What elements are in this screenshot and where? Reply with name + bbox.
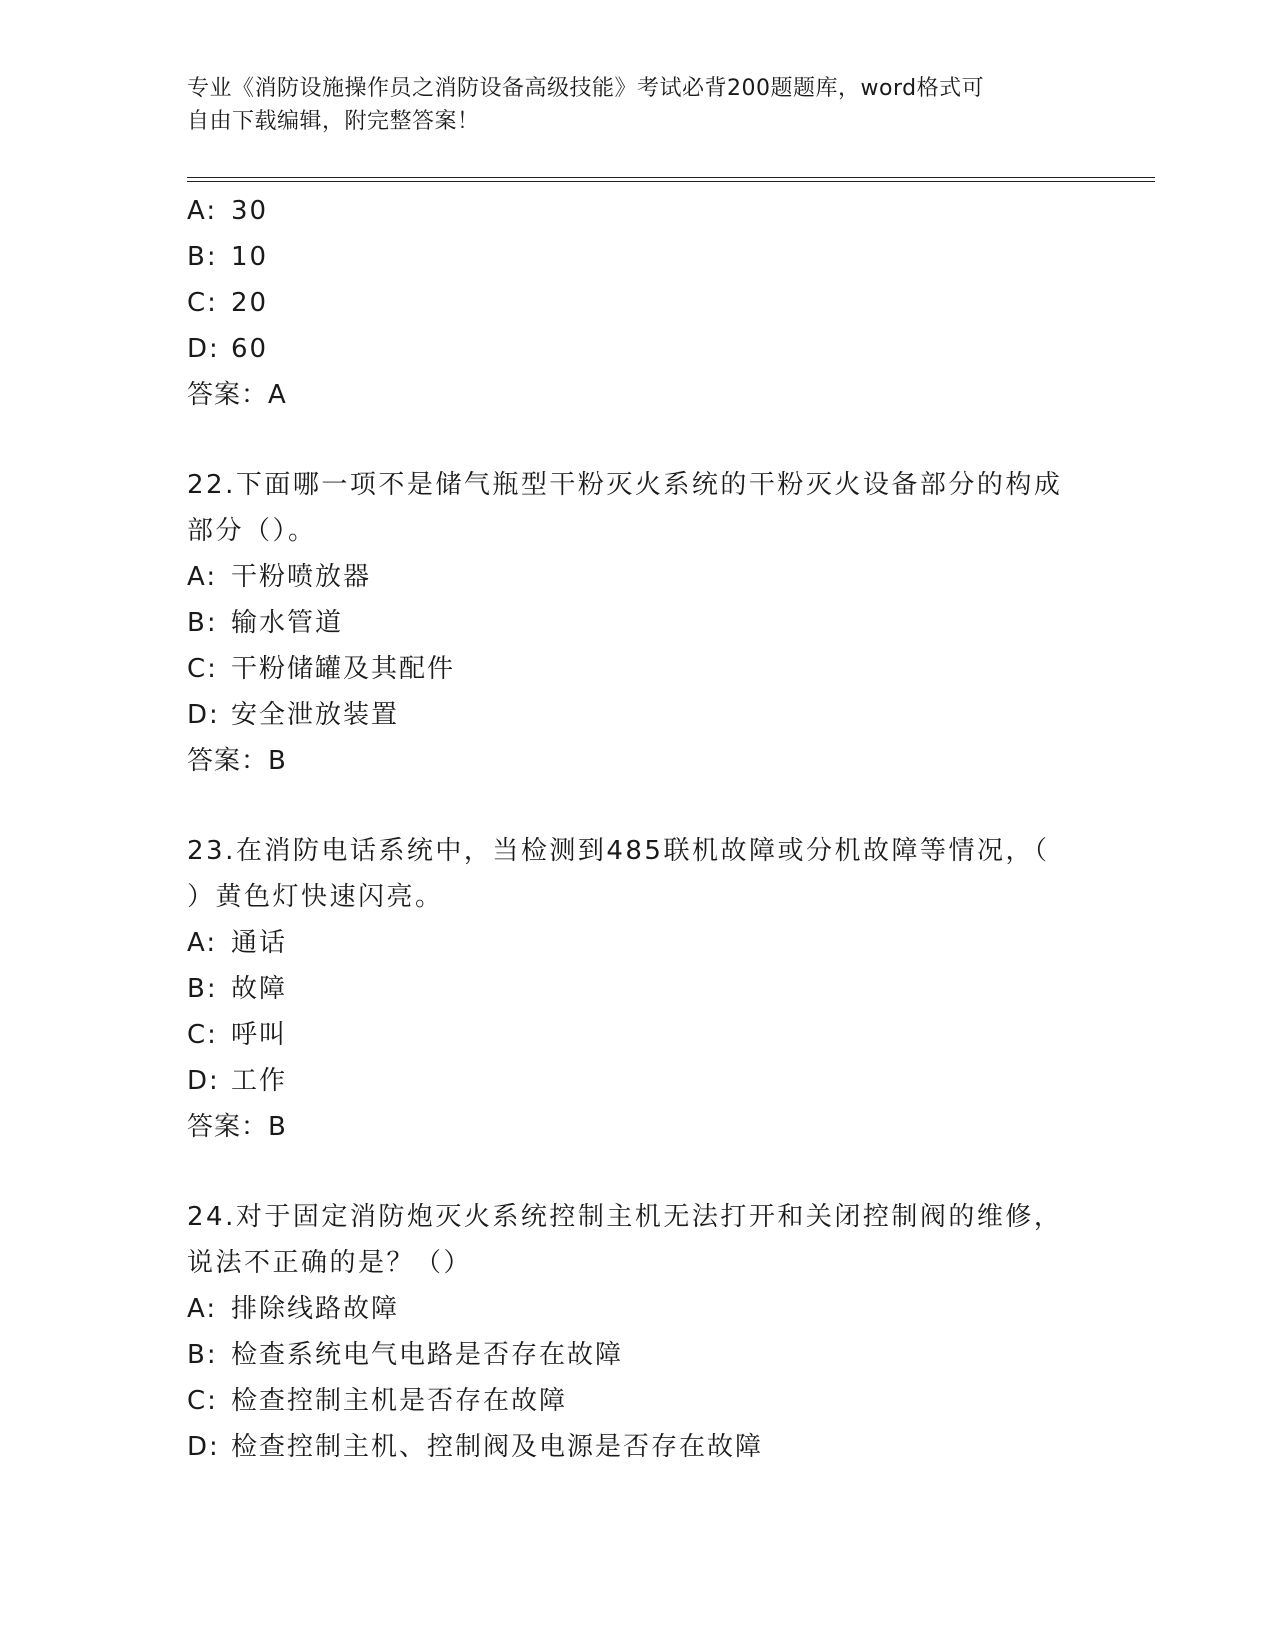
question-23-block xyxy=(187,828,1077,1150)
q24-line-2: 说法不正确的是？（） xyxy=(187,1248,473,1278)
q24-option-d: D: 检查控制主机、控制阀及电源是否存在故障 xyxy=(187,1432,764,1462)
q21-answer: 答案：A xyxy=(187,380,287,410)
q24-line-1: 24.对于固定消防炮灭火系统控制主机无法打开和关闭控制阀的维修， xyxy=(187,1202,1063,1232)
q23-answer: 答案：B xyxy=(187,1112,287,1142)
q22-option-b: B: 输水管道 xyxy=(187,608,344,638)
q23-option-d: D: 工作 xyxy=(187,1066,288,1096)
q24-option-b: B: 检查系统电气电路是否存在故障 xyxy=(187,1340,624,1370)
q23-question xyxy=(187,828,1077,920)
question-content xyxy=(187,188,1077,1470)
q24-option-a: A: 排除线路故障 xyxy=(187,1294,400,1324)
question-21-block xyxy=(187,188,1077,418)
q22-option-a: A: 干粉喷放器 xyxy=(187,562,372,592)
q21-option-a: A: 30 xyxy=(187,196,269,226)
q21-option-c: C: 20 xyxy=(187,288,269,318)
q23-line-2: ）黄色灯快速闪亮。 xyxy=(187,882,444,912)
q22-answer: 答案：B xyxy=(187,746,287,776)
q22-line-2: 部分（）。 xyxy=(187,516,317,546)
q21-option-d: D: 60 xyxy=(187,334,269,364)
q23-option-a: A: 通话 xyxy=(187,928,288,958)
document-header xyxy=(187,72,1067,138)
q23-option-b: B: 故障 xyxy=(187,974,288,1004)
q23-line-1: 23.在消防电话系统中，当检测到485联机故障或分机故障等情况，（ xyxy=(187,836,1050,866)
q23-option-c: C: 呼叫 xyxy=(187,1020,288,1050)
header-line-1: 专业《消防设施操作员之消防设备高级技能》考试必背200题题库，word格式可 xyxy=(187,76,985,101)
header-line-2: 自由下载编辑，附完整答案！ xyxy=(187,109,480,134)
header-divider-bottom xyxy=(187,181,1155,182)
q22-option-d: D: 安全泄放装置 xyxy=(187,700,400,730)
question-24-block xyxy=(187,1194,1077,1470)
question-22-block xyxy=(187,462,1077,784)
q24-option-c: C: 检查控制主机是否存在故障 xyxy=(187,1386,568,1416)
header-divider-top xyxy=(187,177,1155,178)
q22-question xyxy=(187,462,1077,554)
q22-option-c: C: 干粉储罐及其配件 xyxy=(187,654,456,684)
q21-option-b: B: 10 xyxy=(187,242,269,272)
q24-question xyxy=(187,1194,1077,1286)
q22-line-1: 22.下面哪一项不是储气瓶型干粉灭火系统的干粉灭火设备部分的构成 xyxy=(187,470,1063,500)
